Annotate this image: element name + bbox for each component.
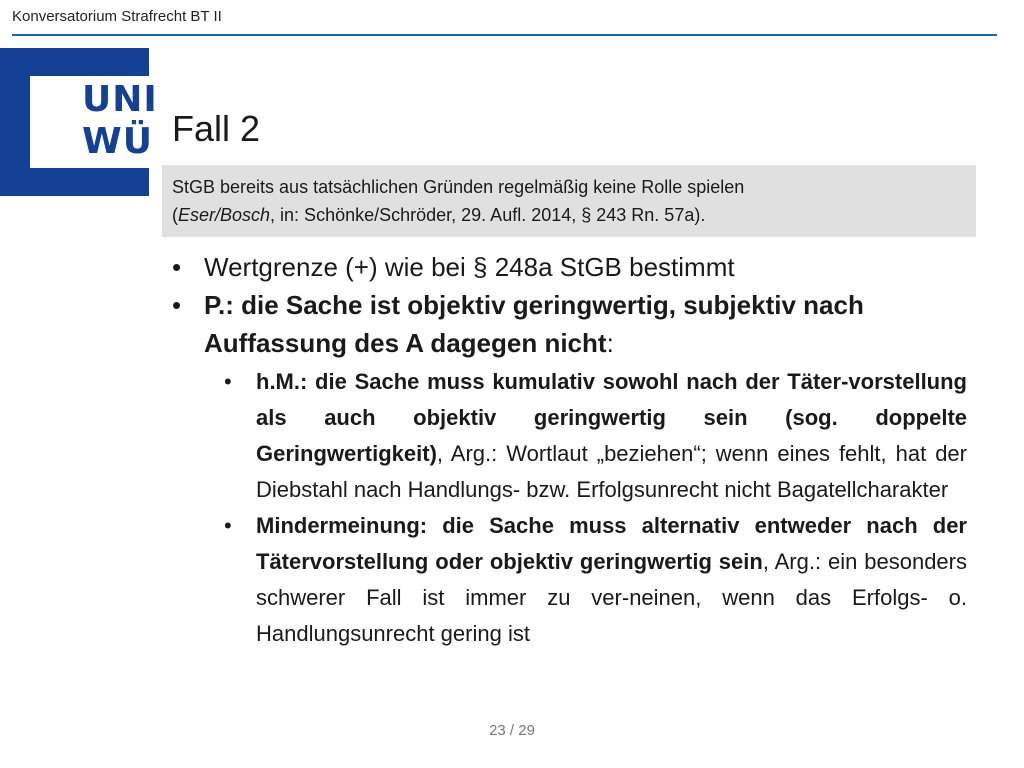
logo-line-2: WÜ bbox=[82, 121, 153, 162]
sub-bullet-text-bold: h.M.: die Sache muss kumulativ sowohl nach der Täter-vorstellung als auch objektiv geringwertig sein (sog. doppelte Geringwertigkeit) bbox=[256, 369, 967, 466]
sub-bullet-text: , Arg.: ein besonders schwerer Fall ist immer zu ver-neinen, wenn das Erfolgs- o. Handlungsunrecht gering ist bbox=[256, 549, 967, 646]
header-divider bbox=[12, 34, 997, 36]
bullet-item bbox=[172, 248, 967, 286]
citation-author: Eser/Bosch bbox=[178, 205, 271, 225]
citation-line-1: StGB bereits aus tatsächlichen Gründen regelmäßig keine Rolle spielen bbox=[172, 177, 745, 197]
bullet-icon: • bbox=[224, 513, 232, 538]
sub-bullet-item bbox=[224, 508, 967, 652]
bullet-icon: • bbox=[224, 369, 232, 394]
sub-bullet-text: , Arg.: Wortlaut „beziehen“; wenn eines fehlt, hat der Diebstahl nach Handlungs- bzw. Erfolgsunrecht nicht Bagatellcharakter bbox=[256, 441, 967, 502]
sub-bullet-text-bold: Mindermeinung: die Sache muss alternativ entweder nach der Tätervorstellung oder objektiv geringwertig sein bbox=[256, 513, 967, 574]
page-number: 23 / 29 bbox=[489, 722, 535, 739]
logo-line-1: UNI bbox=[82, 79, 158, 120]
bullet-text: Wertgrenze (+) wie bei § 248a StGB bestimmt bbox=[204, 252, 735, 282]
bullet-item bbox=[172, 286, 967, 362]
citation-box: StGB bereits aus tatsächlichen Gründen regelmäßig keine Rolle spielen (Eser/Bosch, in: Schönke/Schröder, 29. Aufl. 2014, § 243 Rn. 57a). bbox=[162, 165, 976, 237]
citation-source: , in: Schönke/Schröder, 29. Aufl. 2014, § 243 Rn. 57a). bbox=[270, 205, 706, 225]
bullet-text-bold: P.: die Sache ist objektiv geringwertig, subjektiv nach Auffassung des A dagegen nicht bbox=[204, 290, 864, 358]
slide-content bbox=[172, 248, 967, 652]
university-logo bbox=[0, 48, 158, 196]
sub-bullet-list bbox=[172, 364, 967, 652]
bullet-icon: • bbox=[172, 252, 182, 282]
sub-bullet-item bbox=[224, 364, 967, 508]
presentation-title: Konversatorium Strafrecht BT II bbox=[12, 8, 222, 25]
bullet-text-tail: : bbox=[606, 328, 614, 358]
slide-title: Fall 2 bbox=[172, 108, 261, 149]
bullet-icon: • bbox=[172, 290, 182, 320]
logo-text-area bbox=[30, 76, 158, 168]
